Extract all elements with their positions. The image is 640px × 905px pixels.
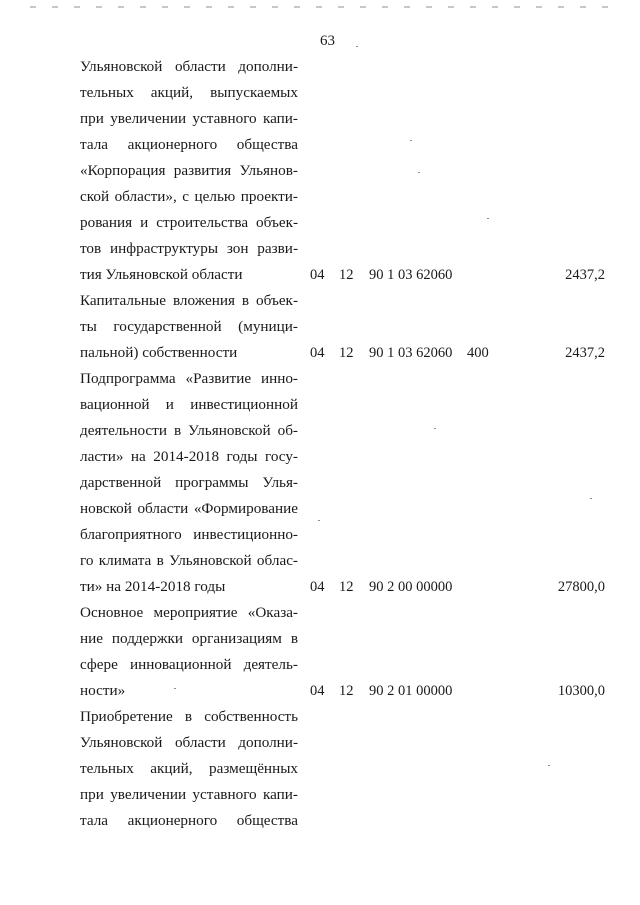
description-line: ласти» на 2014-2018 годы госу- [80, 448, 298, 465]
target-article-code: 90 2 01 00000 [369, 683, 453, 699]
amount: 2437,2 [565, 267, 605, 283]
scan-speck [356, 46, 358, 47]
description-line: деятельности в Ульяновской об- [80, 422, 298, 439]
description-line: при увеличении уставного капи- [80, 110, 298, 127]
description-line: тала акционерного общества [80, 812, 298, 829]
description-line: Приобретение в собственность [80, 708, 298, 725]
description-line: благоприятного инвестиционно- [80, 526, 298, 543]
target-article-code: 90 1 03 62060 [369, 267, 453, 283]
subsection-code: 12 [339, 345, 354, 361]
description-line: «Корпорация развития Ульянов- [80, 162, 298, 179]
description-line: при увеличении уставного капи- [80, 786, 298, 803]
description-line: Ульяновской области дополни- [80, 734, 298, 751]
description-line: Ульяновской области дополни- [80, 58, 298, 75]
description-line: дарственной программы Улья- [80, 474, 298, 491]
page-number: 63 [320, 33, 335, 49]
description-line: ние поддержки организациям в [80, 630, 298, 647]
section-code: 04 [310, 579, 325, 595]
row-description [80, 54, 298, 288]
description-line: тов инфраструктуры зон разви- [80, 240, 298, 257]
section-code: 04 [310, 683, 325, 699]
row-description [80, 288, 298, 366]
scan-speck [174, 688, 176, 689]
description-line: тия Ульяновской области [80, 266, 243, 283]
row-description [80, 600, 298, 704]
subsection-code: 12 [339, 683, 354, 699]
target-article-code: 90 1 03 62060 [369, 345, 453, 361]
description-line: ности» [80, 682, 126, 699]
description-line: Подпрограмма «Развитие инно- [80, 370, 298, 387]
description-line: ской области», с целью проекти- [80, 188, 298, 205]
subsection-code: 12 [339, 579, 354, 595]
description-line: го климата в Ульяновской облас- [80, 552, 298, 569]
description-line: тала акционерного общества [80, 136, 298, 153]
row-description [80, 366, 298, 600]
description-line: тельных акций, выпускаемых [80, 84, 298, 101]
description-line: ты государственной (муници- [80, 318, 298, 335]
scan-speck [434, 428, 436, 429]
scan-speck [410, 140, 412, 141]
description-line: сфере инновационной деятель- [80, 656, 298, 673]
scan-speck [487, 218, 489, 219]
description-line: ти» на 2014-2018 годы [80, 578, 226, 595]
amount: 10300,0 [557, 683, 605, 699]
subsection-code: 12 [339, 267, 354, 283]
description-line: Капитальные вложения в объек- [80, 292, 298, 309]
description-line: новской области «Формирование [80, 500, 298, 517]
row-description [80, 704, 298, 834]
target-article-code: 90 2 00 00000 [369, 579, 453, 595]
scan-speck [590, 498, 592, 499]
scan-speck [418, 172, 420, 173]
description-line: рования и строительства объек- [80, 214, 298, 231]
amount: 27800,0 [557, 579, 605, 595]
description-line: тельных акций, размещённых [80, 760, 298, 777]
expense-type-code: 400 [467, 345, 489, 361]
scan-edge-artifact [30, 6, 610, 8]
section-code: 04 [310, 345, 325, 361]
scan-speck [548, 765, 550, 766]
description-line: Основное мероприятие «Оказа- [80, 604, 298, 621]
section-code: 04 [310, 267, 325, 283]
description-line: пальной) собственности [80, 344, 238, 361]
scan-speck [318, 520, 320, 521]
description-line: вационной и инвестиционной [80, 396, 298, 413]
amount: 2437,2 [565, 345, 605, 361]
